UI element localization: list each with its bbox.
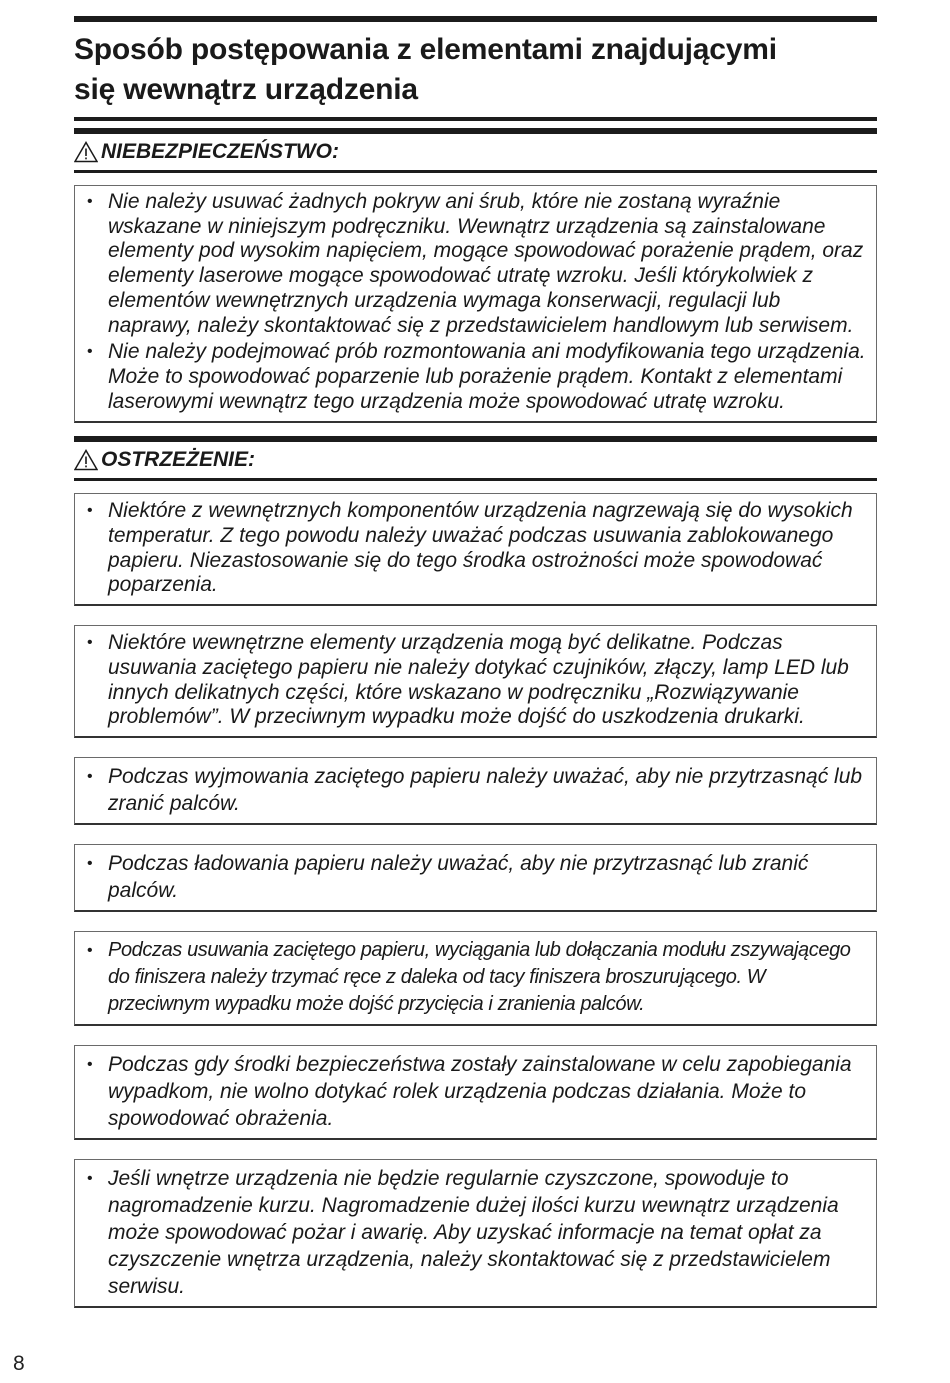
bullet: • — [87, 502, 93, 520]
top-rule — [74, 16, 877, 22]
warning-box-finisher: • Podczas usuwania zaciętego papieru, wyciągania lub dołączania modułu zszywającego do finiszera należy trzymać ręce z daleka od tacy finiszera broszurującego. W przeciwnym wypadku może dojść przycięcia i zranienia palców. — [74, 931, 877, 1026]
danger-heading — [74, 134, 877, 170]
danger-label: NIEBEZPIECZEŃSTWO: — [101, 140, 340, 163]
danger-box — [74, 185, 877, 423]
bullet: • — [87, 1055, 93, 1073]
warning-heading — [74, 442, 877, 478]
bullet: • — [87, 193, 93, 210]
danger-item: • Nie należy usuwać żadnych pokryw ani śrub, które nie zostaną wyraźnie wskazane w niniejszym podręczniku. Wewnątrz urządzenia są zainstalowane elementy pod wysokim napięciem, mogące spowodować porażenie prądem, oraz elementy laserowe mogące spowodować utratę wzroku. Jeśli którykolwiek z elementów wewnętrznych urządzenia wymaga konserwacji, regulacji lub naprawy, należy skontaktować się z przedstawicielem handlowym lub serwisem. — [87, 190, 864, 337]
title-line-1: Sposób postępowania z elementami znajdującymi — [74, 33, 777, 66]
warning-box-delicate-parts: • Niektóre wewnętrzne elementy urządzenia mogą być delikatne. Podczas usuwania zaciętego papieru nie należy dotykać czujników, złączy, lamp LED lub innych delikatnych części, które wskazano w podręczniku „Rozwiązywanie problemów”. W przeciwnym wypadku może dojść do uszkodzenia drukarki. — [74, 625, 877, 738]
warning-label: OSTRZEŻENIE: — [101, 448, 256, 472]
warning-box-rollers: • Podczas gdy środki bezpieczeństwa zostały zainstalowane w celu zapobiegania wypadkom, nie wolno dotykać rolek urządzenia podczas działania. Może to spowodować obrażenia. — [74, 1045, 877, 1140]
warning-box-loading-paper: • Podczas ładowania papieru należy uważać, aby nie przytrzasnąć lub zranić palców. — [74, 844, 877, 912]
title-underline — [74, 117, 877, 121]
bullet: • — [87, 1169, 93, 1187]
document-page — [74, 0, 877, 1308]
bullet: • — [87, 854, 93, 872]
bullet: • — [87, 767, 93, 785]
warning-triangle-icon — [74, 449, 98, 471]
bullet: • — [87, 343, 93, 361]
title-line-2: się wewnątrz urządzenia — [74, 73, 418, 106]
bullet: • — [87, 634, 93, 652]
page-title — [74, 30, 877, 110]
page-number: 8 — [13, 1352, 25, 1375]
danger-item: • Nie należy podejmować prób rozmontowania ani modyfikowania tego urządzenia. Może to spowodować poparzenie lub porażenie prądem. Kontakt z elementami laserowymi wewnątrz tego urządzenia może spowodować utratę wzroku. — [87, 340, 866, 413]
warning-box-removing-paper: • Podczas wyjmowania zaciętego papieru należy uważać, aby nie przytrzasnąć lub zranić palców. — [74, 757, 877, 825]
warning-box-dust: • Jeśli wnętrze urządzenia nie będzie regularnie czyszczone, spowoduje to nagromadzenie kurzu. Nagromadzenie dużej ilości kurzu wewnątrz urządzenia może spowodować pożar i awarię. Aby uzyskać informacje na temat opłat za czyszczenie wnętrza urządzenia, należy skontaktować się z przedstawicielem serwisu. — [74, 1159, 877, 1308]
bullet: • — [87, 941, 93, 959]
warning-box-hot-components: • Niektóre z wewnętrznych komponentów urządzenia nagrzewają się do wysokich temperatur. Z tego powodu należy uważać podczas usuwania zablokowanego papieru. Niezastosowanie się do tego środka ostrożności może spowodować poparzenia. — [74, 493, 877, 606]
warning-triangle-icon — [74, 141, 98, 163]
